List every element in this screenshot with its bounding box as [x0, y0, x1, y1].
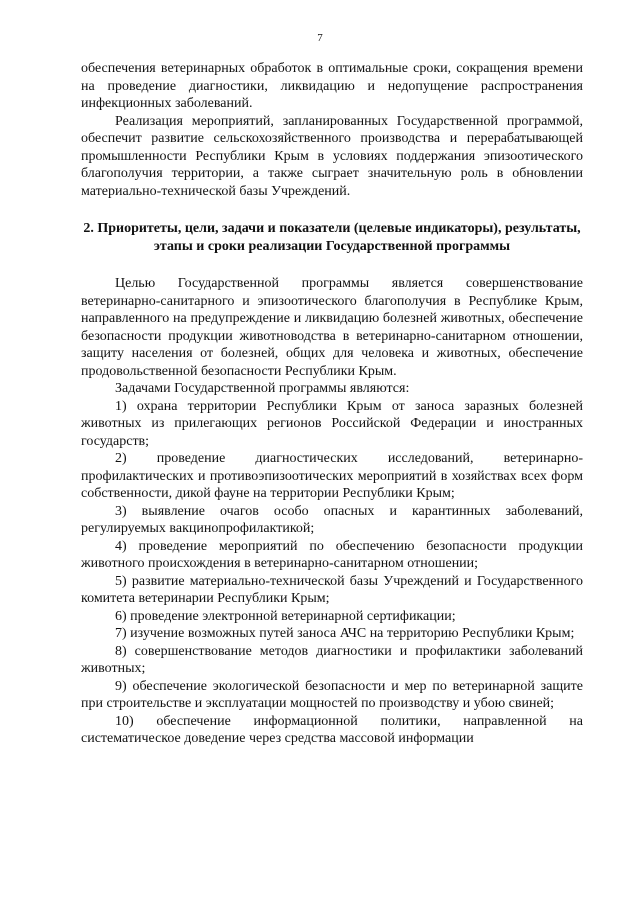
task-item: 7) изучение возможных путей заноса АЧС на территорию Республики Крым; [115, 626, 575, 641]
paragraph-goal: Целью Государственной программы является совершенствование ветеринарно-санитарного и эпизоотического благополучия в Республике Крым, направленного на предупреждение и ликвидацию болезней животных, обеспечение безопасности продукции животноводства в ветеринарно-санитарном отношении, защиту населения от болезней, общих для человека и животных, обеспечение продовольственной безопасности Республики Крым. [81, 276, 583, 379]
task-item: 2) проведение диагностических исследований, ветеринарно-профилактических и противоэпизоотических мероприятий в хозяйствах всех форм собственности, дикой фауне на территории Республики Крым; [81, 451, 583, 501]
task-item: 5) развитие материально-технической базы Учреждений и Государственного комитета ветеринарии Республики Крым; [81, 573, 583, 606]
task-item: 1) охрана территории Республики Крым от заноса заразных болезней животных из прилегающих регионов Российской Федерации и иностранных государств; [81, 398, 583, 449]
section-heading: 2. Приоритеты, цели, задачи и показатели (целевые индикаторы), результаты, этапы и сроки реализации Государственной программы [83, 221, 581, 254]
task-item: 3) выявление очагов особо опасных и карантинных заболеваний, регулируемых вакцинопрофилактикой; [81, 503, 583, 536]
tasks-intro: Задачами Государственной программы являются: [115, 381, 410, 396]
task-item: 4) проведение мероприятий по обеспечению безопасности продукции животного происхождения в ветеринарно-санитарном отношении; [81, 538, 583, 571]
task-item: 8) совершенствование методов диагностики и профилактики заболеваний животных; [81, 643, 583, 676]
page-number: 7 [317, 32, 323, 44]
paragraph-continuation: обеспечения ветеринарных обработок в оптимальные сроки, сокращения времени на проведение диагностики, ликвидацию и недопущение распространения инфекционных заболеваний. [81, 61, 583, 111]
task-item: 10) обеспечение информационной политики, направленной на систематическое доведение через средства массовой информации [81, 713, 583, 746]
task-item: 6) проведение электронной ветеринарной сертификации; [115, 608, 456, 624]
paragraph-implementation: Реализация мероприятий, запланированных Государственной программой, обеспечит развитие сельскохозяйственного производства и перерабатывающей промышленности Республики Крым в условиях поддержания эпизоотического благополучия территории, а также сыграет значительную роль в обновлении материально-технической базы Учреждений. [81, 113, 583, 199]
task-item: 9) обеспечение экологической безопасности и мер по ветеринарной защите при строительстве и эксплуатации мощностей по производству и убою свиней; [81, 678, 583, 711]
page-content [81, 60, 583, 748]
